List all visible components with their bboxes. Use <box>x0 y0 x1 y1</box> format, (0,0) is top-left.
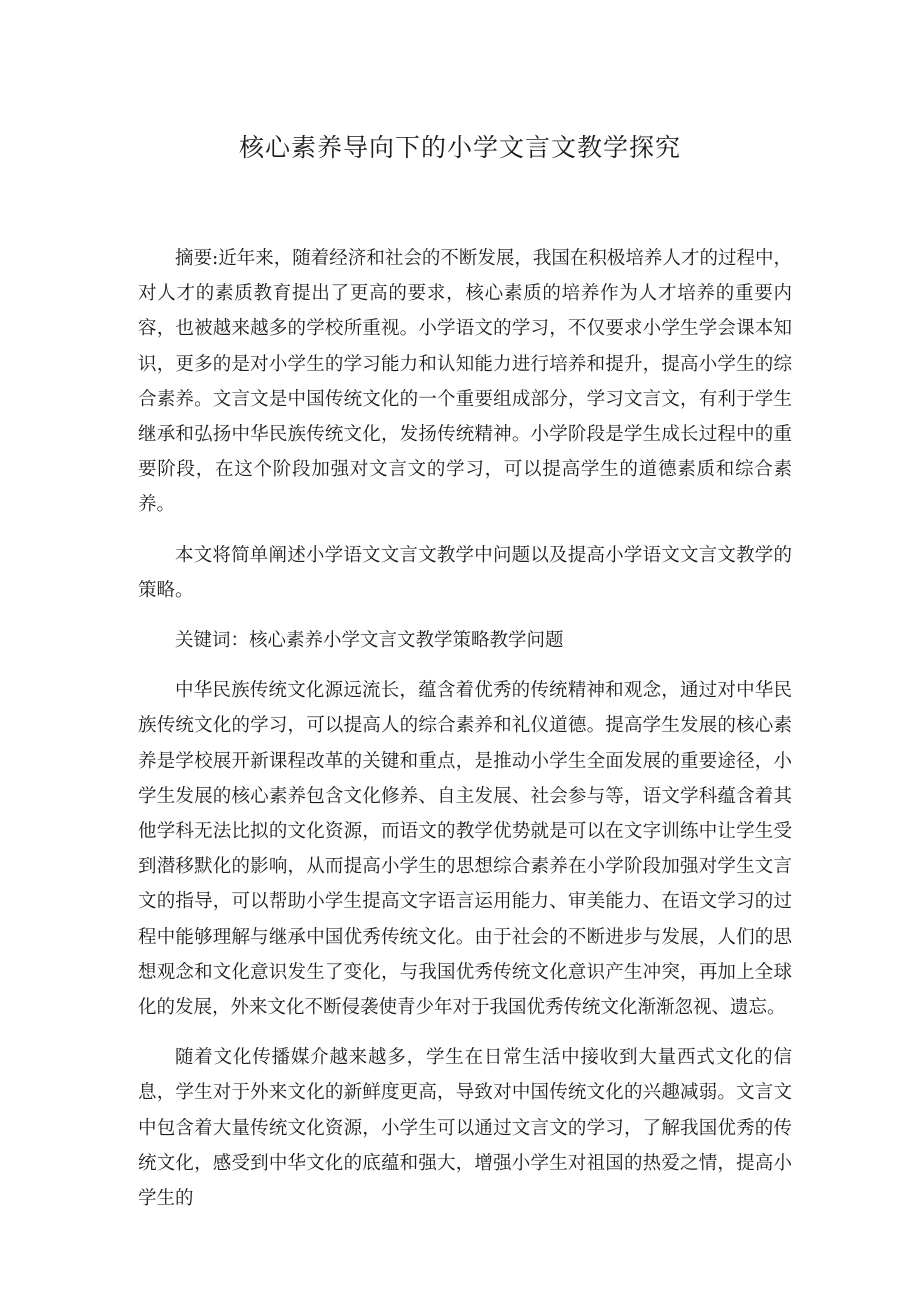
body-paragraph: 随着文化传播媒介越来越多，学生在日常生活中接收到大量西式文化的信息，学生对于外来文化的新鲜度更高，导致对中国传统文化的兴趣减弱。文言文中包含着大量传统文化资源，小学生可以通过文言文的学习，了解我国优秀的传统文化，感受到中华文化的底蕴和强大，增强小学生对祖国的热爱之情，提高小学生的 <box>138 1047 792 1210</box>
document-body <box>138 241 792 1231</box>
body-paragraph: 中华民族传统文化源远流长，蕴含着优秀的传统精神和观念，通过对中华民族传统文化的学习，可以提高人的综合素养和礼仪道德。提高学生发展的核心素养是学校展开新课程改革的关键和重点，是推动小学生全面发展的重要途径，小学生发展的核心素养包含文化修养、自主发展、社会参与等，语文学科蕴含着其他学科无法比拟的文化资源，而语文的教学优势就是可以在文字训练中让学生受到潜移默化的影响，从而提高小学生的思想综合素养在小学阶段加强对学生文言文的指导，可以帮助小学生提高文字语言运用能力、审美能力、在语文学习的过程中能够理解与继承中国优秀传统文化。由于社会的不断进步与发展，人们的思想观念和文化意识发生了变化，与我国优秀传统文化意识产生冲突，再加上全球化的发展，外来文化不断侵袭使青少年对于我国优秀传统文化渐渐忽视、遗忘。 <box>138 680 792 1019</box>
abstract-paragraph: 摘要:近年来，随着经济和社会的不断发展，我国在积极培养人才的过程中，对人才的素质教育提出了更高的要求，核心素质的培养作为人才培养的重要内容，也被越来越多的学校所重视。小学语文的学习，不仅要求小学生学会课本知识，更多的是对小学生的学习能力和认知能力进行培养和提升，提高小学生的综合素养。文言文是中国传统文化的一个重要组成部分，学习文言文，有利于学生继承和弘扬中华民族传统文化，发扬传统精神。小学阶段是学生成长过程中的重要阶段，在这个阶段加强对文言文的学习，可以提高学生的道德素质和综合素养。 <box>138 248 792 516</box>
summary-paragraph: 本文将简单阐述小学语文文言文教学中问题以及提高小学语文文言文教学的策略。 <box>138 544 792 601</box>
keywords-paragraph: 关键词：核心素养小学文言文教学策略教学问题 <box>175 630 564 652</box>
document-title: 核心素养导向下的小学文言文教学探究 <box>238 133 681 162</box>
